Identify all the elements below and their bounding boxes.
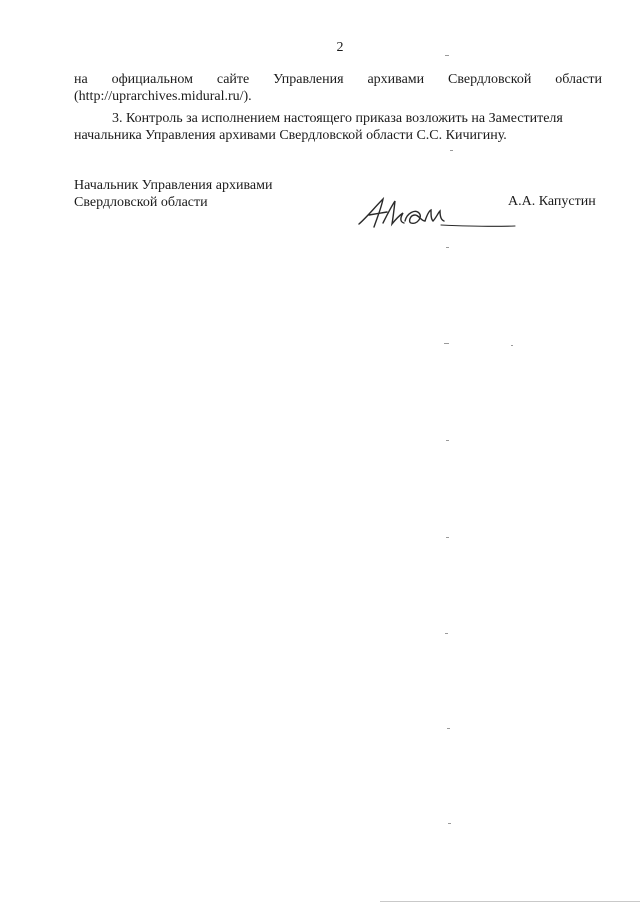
word: официальном <box>111 72 193 87</box>
word: Свердловской <box>448 72 532 87</box>
word: на <box>74 72 88 87</box>
paragraph-3 <box>74 110 602 144</box>
signatory-name: А.А. Капустин <box>508 194 596 209</box>
scan-speck <box>445 55 449 56</box>
paragraph-continuation-line1 <box>74 71 602 88</box>
scan-speck <box>447 728 450 729</box>
signatory-title-line2: Свердловской области <box>74 195 208 210</box>
signatory-title-line1: Начальник Управления архивами <box>74 178 273 193</box>
paragraph-3-line2: начальника Управления архивами Свердловской области С.С. Кичигину. <box>74 128 507 143</box>
scan-speck <box>448 823 451 824</box>
word: сайте <box>216 72 250 87</box>
signatory-title <box>74 177 272 211</box>
paragraph-continuation <box>74 71 602 105</box>
paragraph-3-line1: 3. Контроль за исполнением настоящего приказа возложить на Заместителя <box>112 111 563 126</box>
scan-speck <box>511 345 513 346</box>
scan-speck <box>446 247 449 248</box>
word: Управления <box>273 72 344 87</box>
paragraph-continuation-line2: (http://uprarchives.midural.ru/). <box>74 89 252 104</box>
scan-speck <box>450 150 453 151</box>
word: области <box>555 72 603 87</box>
scan-speck <box>446 440 449 441</box>
word: архивами <box>367 72 425 87</box>
handwritten-signature <box>353 193 525 241</box>
scan-speck <box>445 633 448 634</box>
scan-speck <box>446 537 449 538</box>
page-number: 2 <box>336 40 344 55</box>
scan-edge <box>380 901 640 902</box>
scan-speck <box>444 343 449 344</box>
